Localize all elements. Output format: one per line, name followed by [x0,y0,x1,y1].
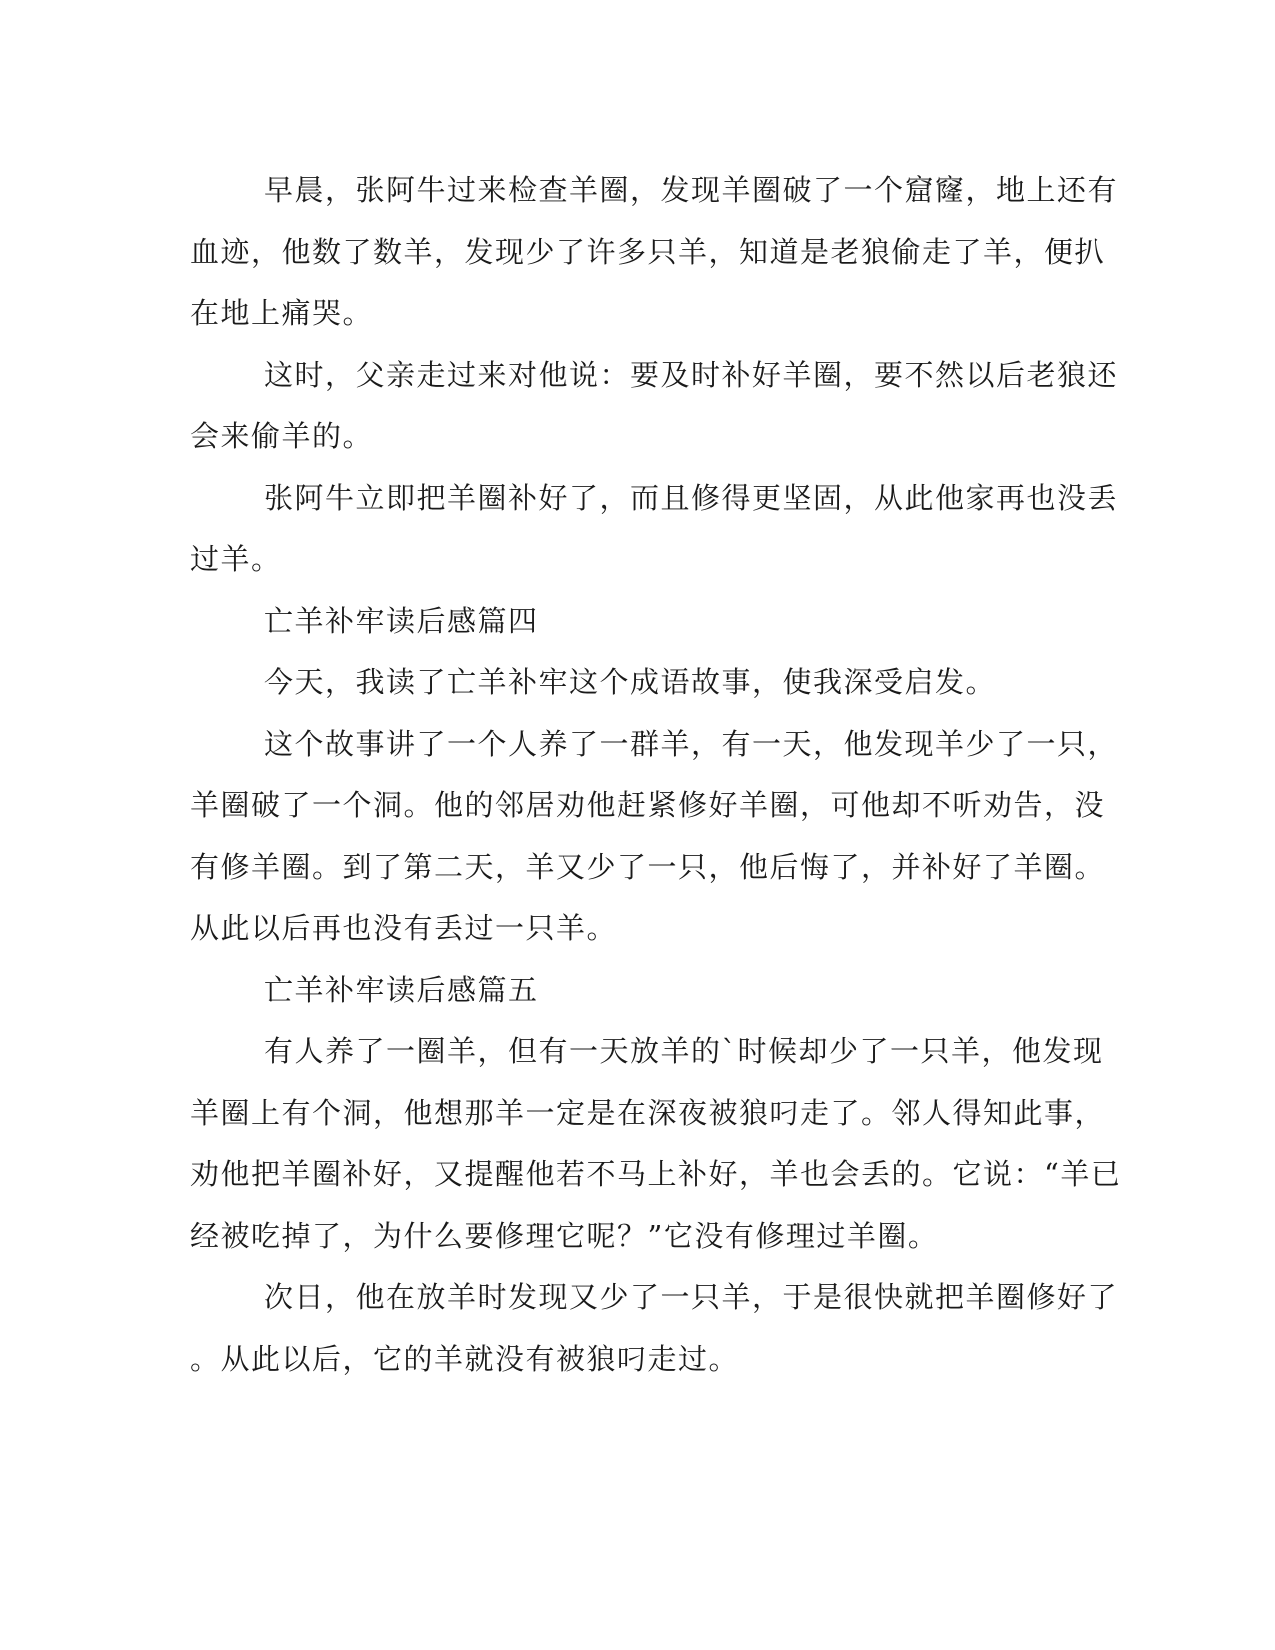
text-line: 羊圈破了一个洞。他的邻居劝他赶紧修好羊圈，可他却不听劝告，没 [190,788,1106,822]
text-line: 从此以后再也没有丢过一只羊。 [190,911,618,945]
text-line: 亡羊补牢读后感篇四 [264,603,539,638]
text-line: 血迹，他数了数羊，发现少了许多只羊，知道是老狼偷走了羊，便扒 [190,234,1106,269]
text-line: 这时，父亲走过来对他说：要及时补好羊圈，要不然以后老狼还 [264,357,1119,392]
text-line: 。从此以后，它的羊就没有被狼叼走过。 [190,1341,740,1376]
text-line: 会来偷羊的。 [190,419,374,453]
text-line: 今天，我读了亡羊补牢这个成语故事，使我深受启发。 [264,665,997,699]
text-line: 张阿牛立即把羊圈补好了，而且修得更坚固，从此他家再也没丢 [264,480,1119,515]
text-line: 经被吃掉了，为什么要修理它呢？”它没有修理过羊圈。 [190,1218,939,1253]
text-line: 亡羊补牢读后感篇五 [264,972,539,1007]
text-line: 劝他把羊圈补好，又提醒他若不马上补好，羊也会丢的。它说：“羊已 [190,1157,1122,1191]
text-line: 次日，他在放羊时发现又少了一只羊，于是很快就把羊圈修好了 [264,1280,1119,1314]
document-body [190,160,1122,1390]
text-line: 过羊。 [190,542,282,576]
text-line: 有修羊圈。到了第二天，羊又少了一只，他后悔了，并补好了羊圈。 [190,849,1106,884]
text-line: 在地上痛哭。 [190,296,374,330]
text-line: 有人养了一圈羊，但有一天放羊的`时候却少了一只羊，他发现 [264,1034,1104,1068]
text-line: 早晨，张阿牛过来检查羊圈，发现羊圈破了一个窟窿，地上还有 [264,173,1119,207]
text-line: 羊圈上有个洞，他想那羊一定是在深夜被狼叼走了。邻人得知此事， [190,1095,1106,1130]
text-line: 这个故事讲了一个人养了一群羊，有一天，他发现羊少了一只， [264,726,1119,761]
